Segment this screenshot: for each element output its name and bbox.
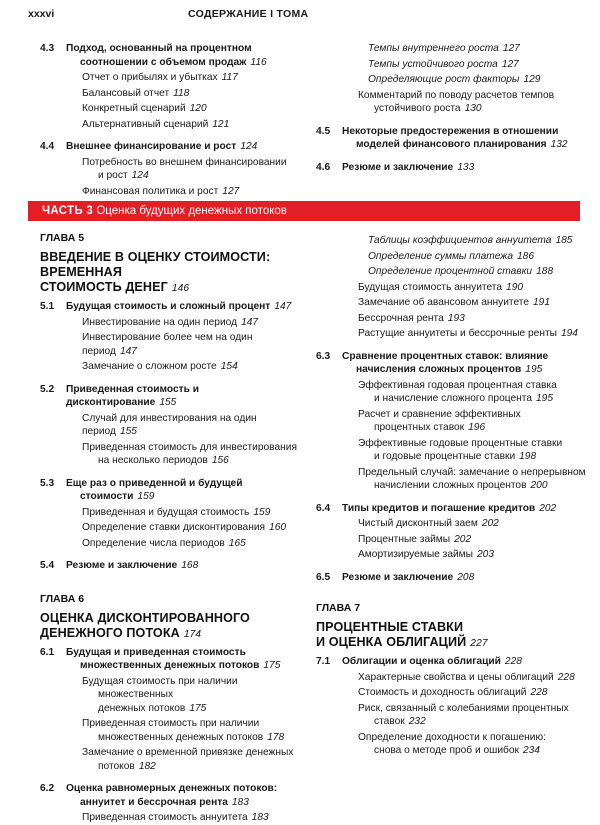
entry-title-line: Некоторые предостережения в отношении xyxy=(342,125,559,137)
toc-subsection-entry[interactable] xyxy=(40,102,300,116)
toc-subsection-entry[interactable] xyxy=(40,537,302,551)
page-ref: 198 xyxy=(519,451,537,462)
entry-title-line: аннуитет и бессрочная рента xyxy=(80,796,228,808)
entry-title-line: Инвестирование на один период xyxy=(82,316,238,328)
entry-title-line: начисления сложных процентов xyxy=(356,364,522,375)
entry-title-line: Таблицы коэффициентов аннуитета xyxy=(368,235,552,246)
entry-title-line: Замечание об авансовом аннуитете xyxy=(358,297,529,308)
toc-section-entry[interactable] xyxy=(40,140,300,154)
page-ref: 195 xyxy=(535,393,553,404)
entry-title xyxy=(82,185,300,199)
page-number: xxxvi xyxy=(28,8,55,20)
chapter-7-entries xyxy=(316,655,586,758)
entry-title xyxy=(82,521,302,535)
entry-title xyxy=(82,360,302,374)
page-ref: 127 xyxy=(502,43,520,54)
page-ref: 147 xyxy=(119,345,137,357)
toc-subsection-entry[interactable] xyxy=(40,506,302,520)
toc-section-entry[interactable] xyxy=(40,42,300,69)
page-ref: 156 xyxy=(211,455,229,466)
page-ref: 202 xyxy=(481,518,499,529)
toc-subsection-entry[interactable] xyxy=(40,118,300,132)
page-ref: 127 xyxy=(222,185,240,197)
entry-title-line: Альтернативный сценарий xyxy=(82,118,209,130)
entry-title xyxy=(82,118,300,132)
entry-title-line: Балансовый отчет xyxy=(82,87,170,99)
entry-title-line: Комментарий по поводу расчетов темпов xyxy=(358,89,555,101)
toc-subsection-entry[interactable] xyxy=(40,185,300,199)
spacer xyxy=(316,152,586,159)
page-ref: 130 xyxy=(464,103,482,114)
entry-title xyxy=(358,281,586,295)
entry-title xyxy=(82,537,302,551)
entry-title-line: Приведенная стоимость и дисконтирование xyxy=(66,383,199,408)
running-header xyxy=(28,8,584,22)
entry-title-line: Темпы внутреннего роста xyxy=(368,43,499,54)
chapter-title-line: ВВЕДЕНИЕ В ОЦЕНКУ СТОИМОСТИ: ВРЕМЕННАЯ xyxy=(40,250,271,279)
toc-top-right-column xyxy=(316,40,586,174)
entry-title-line: Определение суммы платежа xyxy=(368,250,513,262)
page-ref: 228 xyxy=(530,687,548,698)
page-ref: 196 xyxy=(468,422,486,433)
toc-subsection-entry[interactable] xyxy=(316,731,586,758)
page-ref: 195 xyxy=(525,364,543,375)
page-ref: 182 xyxy=(138,760,156,772)
toc-section-entry[interactable] xyxy=(316,350,586,377)
entry-title-line: начислении сложных процентов xyxy=(374,480,527,491)
toc-subsection-entry[interactable] xyxy=(316,437,586,464)
page-ref: 194 xyxy=(560,328,578,339)
page-ref: 175 xyxy=(189,702,207,714)
entry-title-line: денежных потоков xyxy=(98,702,186,714)
entry-title xyxy=(358,296,586,310)
toc-subsection-entry[interactable] xyxy=(316,466,586,493)
section-number: 4.5 xyxy=(316,125,331,137)
spacer xyxy=(316,493,586,500)
toc-subsection-entry[interactable] xyxy=(316,686,586,700)
page-ref: 121 xyxy=(212,118,230,130)
entry-title-line: Определение числа периодов xyxy=(82,537,225,549)
entry-title-line: стоимости xyxy=(80,491,134,502)
page-ref: 183 xyxy=(231,796,249,808)
entry-title-line: Подход, основанный на процентном xyxy=(66,43,252,54)
toc-section-entry[interactable] xyxy=(40,383,302,410)
entry-title-line: Амортизируемые займы xyxy=(358,549,473,560)
entry-title-line: и рост xyxy=(98,170,128,181)
entry-title-line: Замечание о временной привязке денежных xyxy=(82,747,294,758)
entry-title-line: Случай для инвестирования на один период xyxy=(82,412,257,437)
chapter-6-entries-continued xyxy=(316,234,586,584)
entry-title-line: Определение доходности к погашению: xyxy=(358,731,546,743)
toc-subsection-entry[interactable] xyxy=(316,58,586,72)
page-ref: 232 xyxy=(408,716,426,727)
entry-title-line: Внешнее финансирование и рост xyxy=(66,141,237,152)
page-ref: 178 xyxy=(267,731,285,743)
page-ref: 174 xyxy=(183,628,202,640)
page-ref: 155 xyxy=(159,397,177,408)
entry-title xyxy=(358,327,586,341)
toc-subsection-entry[interactable] xyxy=(316,671,586,685)
entry-title xyxy=(368,265,586,279)
page-ref: 190 xyxy=(506,281,524,293)
part-label: ЧАСТЬ 3 xyxy=(42,205,94,217)
spacer xyxy=(40,131,300,138)
entry-title xyxy=(82,717,302,744)
entry-title-line: Резюме и заключение xyxy=(66,560,178,571)
entry-title-line: Определяющие рост факторы xyxy=(368,74,520,85)
entry-title-line: Инвестирование более чем на один период xyxy=(82,332,253,357)
section-number: 4.4 xyxy=(40,141,55,152)
entry-title-line: Риск, связанный с колебаниями процентных xyxy=(358,702,569,714)
entry-title-line: Приведенная стоимость при наличии xyxy=(82,718,260,729)
entry-title-line: Еще раз о приведенной и будущей xyxy=(66,477,243,489)
spacer xyxy=(316,116,586,123)
entry-title xyxy=(82,102,300,116)
spacer xyxy=(40,773,302,780)
page-ref: 159 xyxy=(253,506,271,518)
entry-title xyxy=(342,161,586,175)
entry-title-line: Растущие аннуитеты и бессрочные ренты xyxy=(358,328,557,339)
entry-title xyxy=(358,437,586,464)
entry-title-line: Потребность во внешнем финансировании xyxy=(82,156,287,168)
chapter-title-line: СТОИМОСТЬ ДЕНЕГ xyxy=(40,280,168,294)
page-ref: 227 xyxy=(470,638,488,649)
entry-title xyxy=(358,686,586,700)
toc-section-entry[interactable] xyxy=(316,571,586,585)
entry-title-line: Конкретный сценарий xyxy=(82,103,186,114)
page-ref: 188 xyxy=(536,266,554,277)
spacer xyxy=(40,550,302,557)
entry-title xyxy=(358,702,586,729)
toc-subsection-entry[interactable] xyxy=(40,316,302,330)
chapter-6-title xyxy=(40,611,302,642)
section-number: 6.3 xyxy=(316,350,331,362)
page-ref: 147 xyxy=(241,316,259,328)
entry-title xyxy=(82,331,302,358)
entry-title-line: Темпы устойчивого роста xyxy=(368,58,498,70)
page-ref: 185 xyxy=(555,235,573,246)
toc-subsection-entry[interactable] xyxy=(316,702,586,729)
toc-right-column xyxy=(316,232,586,758)
toc-subsection-entry[interactable] xyxy=(40,87,300,101)
page-ref: 175 xyxy=(263,660,281,671)
entry-title-line: Типы кредитов и погашение кредитов xyxy=(342,502,536,514)
toc-section-entry[interactable] xyxy=(316,502,586,516)
chapter-5-entries xyxy=(40,300,302,573)
page-ref: 129 xyxy=(523,74,541,85)
entry-title xyxy=(82,87,300,101)
entry-title xyxy=(82,71,300,85)
entry-title xyxy=(66,140,300,154)
page-ref: 186 xyxy=(516,250,534,262)
toc-left-column xyxy=(40,232,302,825)
entry-title-line: устойчивого роста xyxy=(374,103,461,114)
chapter-6-label: ГЛАВА 6 xyxy=(40,592,85,605)
spacer xyxy=(40,468,302,475)
page-ref: 208 xyxy=(457,571,475,583)
page-ref: 133 xyxy=(457,161,475,173)
spacer xyxy=(40,374,302,381)
chapter-title-line: ДЕНЕЖНОГО ПОТОКА xyxy=(40,625,180,640)
toc-section-entry[interactable] xyxy=(40,477,302,504)
toc-subsection-entry[interactable] xyxy=(316,408,586,435)
entry-title-line: Будущая и приведенная стоимость xyxy=(66,646,246,658)
entry-title-line: Будущая стоимость при наличии множественных xyxy=(82,675,238,700)
section-number: 5.1 xyxy=(40,301,55,312)
page-ref: 132 xyxy=(550,139,568,150)
toc-subsection-entry[interactable] xyxy=(316,234,586,248)
entry-title-line: Предельный случай: замечание о непрерывном xyxy=(358,466,586,478)
page-ref: 124 xyxy=(131,170,149,181)
entry-title-line: Определение процентной ставки xyxy=(368,266,533,277)
entry-title xyxy=(358,466,586,493)
page-ref: 165 xyxy=(228,537,246,549)
entry-title-line: Будущая стоимость и сложный процент xyxy=(66,301,271,312)
page-ref: 118 xyxy=(173,87,190,99)
page-ref: 124 xyxy=(240,141,258,152)
toc-section-entry[interactable] xyxy=(316,125,586,152)
toc-subsection-entry[interactable] xyxy=(40,746,302,773)
page-ref: 146 xyxy=(171,283,190,294)
entry-title xyxy=(358,408,586,435)
entry-title-line: ставок xyxy=(374,716,405,727)
toc-subsection-entry[interactable] xyxy=(316,548,586,562)
running-title: СОДЕРЖАНИЕ I ТОМА xyxy=(188,8,309,20)
chapter-title-line: ПРОЦЕНТНЫЕ СТАВКИ xyxy=(316,620,464,634)
chapter-5-title xyxy=(40,250,302,296)
page-ref: 168 xyxy=(181,560,199,571)
page-ref: 159 xyxy=(137,491,155,502)
section-number: 6.4 xyxy=(316,502,331,514)
entry-title-line: потоков xyxy=(98,760,135,772)
section-number: 4.3 xyxy=(40,43,55,54)
page-ref: 202 xyxy=(454,533,472,545)
entry-title-line: и начисление сложного процента xyxy=(374,393,532,404)
toc-subsection-entry[interactable] xyxy=(316,296,586,310)
chapter-5-label: ГЛАВА 5 xyxy=(40,232,85,244)
toc-subsection-entry[interactable] xyxy=(316,250,586,264)
entry-title-line: Бессрочная рента xyxy=(358,312,444,324)
entry-title-line: Оценка равномерных денежных потоков: xyxy=(66,783,278,794)
entry-title xyxy=(66,42,300,69)
toc-subsection-entry[interactable] xyxy=(40,360,302,374)
entry-title-line: множественных денежных потоков xyxy=(98,731,264,743)
entry-title xyxy=(82,316,302,330)
chapter-title-line: ОЦЕНКА ДИСКОНТИРОВАННОГО xyxy=(40,610,250,625)
page-ref: 191 xyxy=(533,297,550,308)
entry-title-line: Определение ставки дисконтирования xyxy=(82,522,266,533)
section-number: 5.4 xyxy=(40,560,55,571)
toc-section-entry[interactable] xyxy=(40,559,302,573)
entry-title-line: Приведенная стоимость для инвестирования xyxy=(82,441,297,453)
section-number: 6.5 xyxy=(316,571,331,583)
section-number: 5.3 xyxy=(40,477,55,489)
section-number: 4.6 xyxy=(316,161,331,173)
page-ref: 202 xyxy=(539,502,557,514)
entry-title-line: на несколько периодов xyxy=(98,455,208,466)
part-title: Оценка будущих денежных потоков xyxy=(96,205,287,217)
entry-title-line: Эффективная годовая процентная ставка xyxy=(358,379,557,391)
entry-title xyxy=(66,646,302,673)
toc-subsection-entry[interactable] xyxy=(40,156,300,183)
page-ref: 193 xyxy=(447,312,465,324)
toc-subsection-entry[interactable] xyxy=(316,42,586,56)
entry-title xyxy=(358,379,586,406)
entry-title xyxy=(368,58,586,72)
entry-title xyxy=(342,571,586,585)
page-ref: 183 xyxy=(251,812,269,823)
page-ref: 147 xyxy=(274,301,292,312)
entry-title-line: Стоимость и доходность облигаций xyxy=(358,687,527,698)
entry-title xyxy=(82,156,300,183)
toc-section-entry[interactable] xyxy=(316,655,586,669)
entry-title-line: Чистый дисконтный заем xyxy=(358,518,478,529)
entry-title xyxy=(342,655,586,669)
entry-title-line: множественных денежных потоков xyxy=(80,660,260,671)
entry-title xyxy=(66,782,302,809)
entry-title-line: Эффективные годовые процентные ставки xyxy=(358,437,563,449)
page-ref: 116 xyxy=(250,56,267,68)
entry-title xyxy=(82,746,302,773)
toc-subsection-entry[interactable] xyxy=(40,412,302,439)
section-number: 5.2 xyxy=(40,383,55,395)
toc-subsection-entry[interactable] xyxy=(40,675,302,716)
page-ref: 155 xyxy=(119,426,137,437)
section-number: 7.1 xyxy=(316,656,331,667)
page-ref: 200 xyxy=(530,480,548,491)
entry-title-line: Сравнение процентных ставок: влияние xyxy=(342,350,549,362)
entry-title xyxy=(358,89,586,116)
entry-title-line: Резюме и заключение xyxy=(342,161,454,173)
entry-title xyxy=(358,517,586,531)
toc-subsection-entry[interactable] xyxy=(40,441,302,468)
toc-subsection-entry[interactable] xyxy=(316,73,586,87)
entry-title-line: Процентные займы xyxy=(358,533,451,545)
toc-subsection-entry[interactable] xyxy=(316,281,586,295)
page-ref: 228 xyxy=(504,656,522,667)
chapter-7-title xyxy=(316,620,586,651)
entry-title-line: процентных ставок xyxy=(374,422,465,433)
toc-top-left-column xyxy=(40,40,300,198)
entry-title xyxy=(66,383,302,410)
toc-subsection-entry[interactable] xyxy=(40,331,302,358)
toc-subsection-entry[interactable] xyxy=(316,312,586,326)
entry-title xyxy=(358,533,586,547)
entry-title xyxy=(82,412,302,439)
toc-section-entry[interactable] xyxy=(40,300,302,314)
toc-subsection-entry[interactable] xyxy=(316,517,586,531)
page-ref: 154 xyxy=(220,361,238,372)
entry-title xyxy=(358,671,586,685)
page-ref: 127 xyxy=(501,58,519,70)
entry-title-line: снова о методе проб и ошибок xyxy=(374,745,519,756)
page-ref: 160 xyxy=(269,522,287,533)
entry-title-line: моделей финансового планирования xyxy=(356,139,547,150)
section-number: 6.1 xyxy=(40,646,55,658)
entry-title-line: Расчет и сравнение эффективных xyxy=(358,408,521,420)
entry-title-line: Отчет о прибылях и убытках xyxy=(82,72,218,83)
page-ref: 117 xyxy=(221,72,238,83)
entry-title xyxy=(368,234,586,248)
toc-subsection-entry[interactable] xyxy=(40,811,302,825)
chapter-title-line: И ОЦЕНКА ОБЛИГАЦИЙ xyxy=(316,635,467,649)
entry-title xyxy=(82,675,302,716)
entry-title-line: и годовые процентные ставки xyxy=(374,451,516,462)
entry-title xyxy=(358,312,586,326)
spacer xyxy=(316,562,586,569)
entry-title-line: Резюме и заключение xyxy=(342,571,454,583)
entry-title-line: Будущая стоимость аннуитета xyxy=(358,281,503,293)
entry-title-line: Приведенная стоимость аннуитета xyxy=(82,812,248,823)
entry-title xyxy=(82,441,302,468)
toc-subsection-entry[interactable] xyxy=(40,71,300,85)
entry-title xyxy=(342,502,586,516)
toc-section-entry[interactable] xyxy=(40,646,302,673)
toc-subsection-entry[interactable] xyxy=(316,379,586,406)
entry-title xyxy=(342,125,586,152)
entry-title xyxy=(358,548,586,562)
toc-subsection-entry[interactable] xyxy=(316,533,586,547)
page-ref: 234 xyxy=(522,745,540,756)
entry-title xyxy=(358,731,586,758)
page-ref: 228 xyxy=(557,671,575,683)
section-number: 6.2 xyxy=(40,783,55,794)
entry-title xyxy=(342,350,586,377)
chapter-7-label: ГЛАВА 7 xyxy=(316,602,361,614)
chapter-6-entries xyxy=(40,646,302,825)
page-ref: 120 xyxy=(189,103,207,114)
toc-section-entry[interactable] xyxy=(316,161,586,175)
entry-title-line: Характерные свойства и цены облигаций xyxy=(358,671,554,683)
toc-subsection-entry[interactable] xyxy=(316,327,586,341)
page-ref: 203 xyxy=(477,549,494,560)
entry-title xyxy=(66,477,302,504)
toc-subsection-entry[interactable] xyxy=(40,717,302,744)
toc-subsection-entry[interactable] xyxy=(316,265,586,279)
spacer xyxy=(316,341,586,348)
toc-subsection-entry[interactable] xyxy=(40,521,302,535)
entry-title xyxy=(66,559,302,573)
entry-title-line: Приведенная и будущая стоимость xyxy=(82,506,250,518)
entry-title xyxy=(82,506,302,520)
entry-title xyxy=(66,300,302,314)
entry-title xyxy=(82,811,302,825)
entry-title-line: Замечание о сложном росте xyxy=(82,361,217,372)
entry-title-line: соотношении с объемом продаж xyxy=(80,56,247,68)
entry-title-line: Финансовая политика и рост xyxy=(82,185,219,197)
entry-title xyxy=(368,42,586,56)
entry-title-line: Облигации и оценка облигаций xyxy=(342,656,501,667)
entry-title xyxy=(368,73,586,87)
toc-subsection-entry[interactable] xyxy=(316,89,586,116)
entry-title xyxy=(368,250,586,264)
toc-section-entry[interactable] xyxy=(40,782,302,809)
part-banner xyxy=(28,201,580,221)
